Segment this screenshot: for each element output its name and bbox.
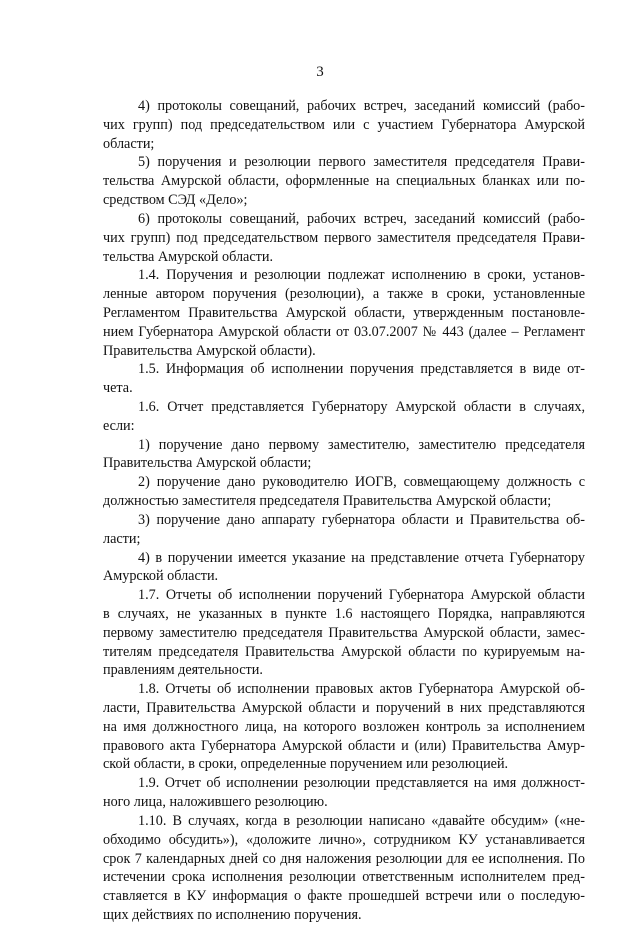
paragraph	[103, 586, 585, 680]
text-line: тельства Амурской области, оформленные на специальных бланках или по-	[103, 173, 585, 190]
text-line: в случаях, не указанных в пункте 1.6 настоящего Порядка, направляются	[103, 605, 585, 622]
paragraph	[103, 774, 585, 812]
text-line: обходимо обсудить»), «доложите лично», сотрудником КУ устанавливается	[103, 831, 585, 848]
paragraph	[103, 398, 585, 436]
text-line: 1.10. В случаях, когда в резолюции написано «давайте обсудим» («не-	[138, 812, 585, 829]
text-line: если:	[103, 417, 135, 434]
paragraph	[103, 812, 585, 925]
text-line: 1.6. Отчет представляется Губернатору Амурской области в случаях,	[138, 399, 585, 415]
text-line: 1.7. Отчеты об исполнении поручений Губернатора Амурской области	[138, 587, 585, 604]
document-body	[103, 97, 585, 925]
text-line: должностью заместителя председателя Правительства Амурской области;	[103, 493, 552, 510]
paragraph	[103, 511, 585, 549]
text-line: срок 7 календарных дней со дня наложения резолюции для ее исполнения. По	[103, 850, 585, 867]
text-line: тителям председателя Правительства Амурской области по курируемым на-	[103, 643, 585, 660]
paragraph	[103, 549, 585, 587]
page-number: 3	[316, 64, 324, 80]
text-line: чих групп) под председательством или с участием Губернатора Амурской	[103, 116, 585, 133]
text-line: 2) поручение дано руководителю ИОГВ, совмещающему должность с	[138, 474, 585, 491]
text-line: чих групп) под председательством первого заместителя председателя Прави-	[103, 229, 585, 246]
text-line: ленные автором поручения (резолюции), а также в сроки, установленные	[103, 286, 585, 303]
text-line: ставляется в КУ информация о факте прошедшей встречи или о последую-	[103, 888, 585, 905]
text-line: 4) в поручении имеется указание на представление отчета Губернатору	[138, 549, 585, 566]
text-line: на имя должностного лица, на которого возложен контроль за исполнением	[103, 718, 585, 735]
paragraph	[103, 266, 585, 360]
text-line: 1.8. Отчеты об исполнении правовых актов Губернатора Амурской об-	[138, 681, 585, 698]
paragraph	[103, 153, 585, 209]
text-line: 3) поручение дано аппарату губернатора области и Правительства об-	[138, 511, 585, 528]
text-line: 6) протоколы совещаний, рабочих встреч, заседаний комиссий (рабо-	[138, 210, 585, 227]
text-line: 1.9. Отчет об исполнении резолюции представляется на имя должност-	[138, 775, 585, 792]
paragraph	[103, 680, 585, 774]
paragraph	[103, 436, 585, 474]
text-line: Регламентом Правительства Амурской области, утвержденным постановле-	[103, 304, 585, 321]
text-line: 1.5. Информация об исполнении поручения представляется в виде от-	[138, 361, 585, 378]
paragraph	[103, 97, 585, 153]
text-line: области;	[103, 135, 155, 152]
text-line: щих действиях по исполнению поручения.	[103, 906, 362, 923]
text-line: нием Губернатора Амурской области от 03.07.2007 № 443 (далее – Регламент	[103, 323, 585, 340]
text-line: истечении срока исполнения резолюции ответственным исполнителем пред-	[103, 869, 585, 886]
text-line: Правительства Амурской области).	[103, 342, 316, 359]
paragraph	[103, 210, 585, 266]
text-line: правлениям деятельности.	[103, 662, 263, 679]
paragraph	[103, 360, 585, 398]
text-line: тельства Амурской области.	[103, 248, 273, 265]
text-line: чета.	[103, 380, 133, 397]
text-line: 1.4. Поручения и резолюции подлежат исполнению в сроки, установ-	[138, 267, 585, 284]
text-line: первому заместителю председателя Правительства Амурской области, замес-	[103, 624, 585, 641]
text-line: 5) поручения и резолюции первого заместителя председателя Прави-	[138, 154, 585, 171]
text-line: Правительства Амурской области;	[103, 455, 312, 472]
text-line: ласти;	[103, 530, 141, 547]
text-line: 4) протоколы совещаний, рабочих встреч, заседаний комиссий (рабо-	[138, 98, 585, 114]
text-line: средством СЭД «Дело»;	[103, 192, 248, 209]
text-line: правового акта Губернатора Амурской области и (или) Правительства Амур-	[103, 737, 585, 754]
text-line: 1) поручение дано первому заместителю, заместителю председателя	[138, 436, 585, 453]
paragraph	[103, 473, 585, 511]
text-line: ласти, Правительства Амурской области и поручений в них представляются	[103, 700, 585, 716]
text-line: ного лица, наложившего резолюцию.	[103, 794, 328, 811]
text-line: ской области, в сроки, определенные поручением или резолюцией.	[103, 756, 509, 773]
text-line: Амурской области.	[103, 568, 219, 585]
